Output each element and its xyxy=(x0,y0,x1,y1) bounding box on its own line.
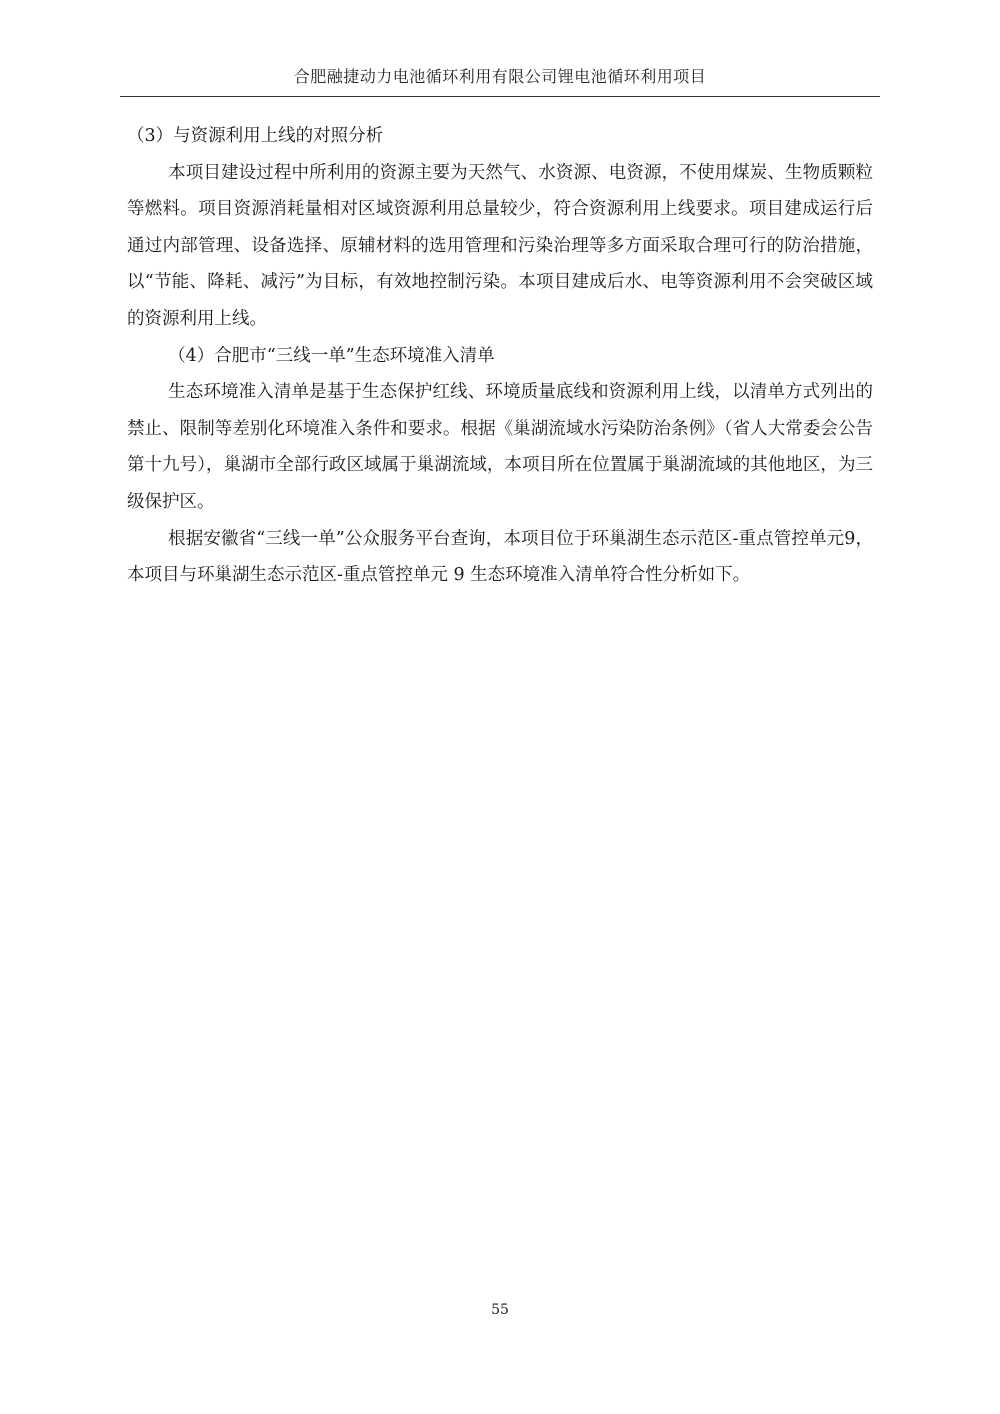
paragraph-resource-analysis: 本项目建设过程中所利用的资源主要为天然气、水资源、电资源，不使用煤炭、生物质颗粒等燃料。项目资源消耗量相对区域资源利用总量较少，符合资源利用上线要求。项目建成运行后通过内部管理、设备选择、原辅材料的选用管理和污染治理等多方面采取合理可行的防治措施，以“节能、降耗、减污”为目标，有效地控制污染。本项目建成后水、电等资源利用不会突破区域的资源利用上线。 xyxy=(127,162,873,329)
section-heading-4: （4）合肥市“三线一单”生态环境准入清单 xyxy=(168,345,495,366)
paragraph-platform-query: 根据安徽省“三线一单”公众服务平台查询，本项目位于环巢湖生态示范区-重点管控单元9，本项目与环巢湖生态示范区-重点管控单元 9 生态环境准入清单符合性分析如下。 xyxy=(127,528,873,586)
header-divider xyxy=(120,96,880,97)
page-number: 55 xyxy=(491,1302,509,1318)
document-body xyxy=(127,118,873,594)
page-header-title: 合肥融捷动力电池循环利用有限公司锂电池循环利用项目 xyxy=(293,67,707,86)
section-heading-3: （3）与资源利用上线的对照分析 xyxy=(127,126,384,146)
paragraph-access-list: 生态环境准入清单是基于生态保护红线、环境质量底线和资源利用上线，以清单方式列出的禁止、限制等差别化环境准入条件和要求。根据《巢湖流域水污染防治条例》（省人大常委会公告第十九号），巢湖市全部行政区域属于巢湖流域，本项目所在位置属于巢湖流域的其他地区，为三级保护区。 xyxy=(127,382,873,512)
